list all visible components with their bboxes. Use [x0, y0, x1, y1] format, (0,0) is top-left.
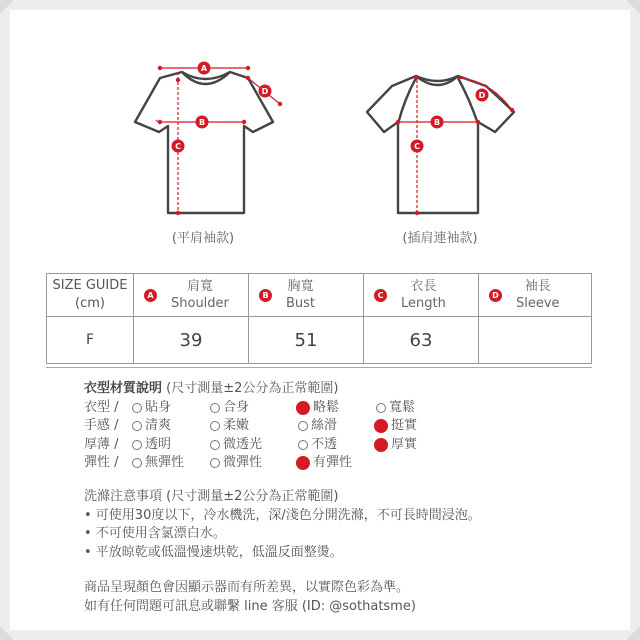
garment-diagrams: [0, 0, 640, 260]
svg-text:C: C: [175, 142, 181, 151]
material-option-label: 貼身: [145, 399, 172, 415]
wash-item: • 不可使用含氯漂白水。: [84, 526, 226, 541]
size-guide-header: [47, 274, 134, 317]
right-marker-c: [411, 140, 424, 153]
material-option-label: 略鬆: [313, 399, 340, 415]
section-divider: [46, 367, 592, 368]
material-section: [84, 380, 418, 473]
badge-d: D: [489, 289, 502, 302]
circle-icon: [298, 440, 308, 450]
header-sleeve-zh: 袖長: [524, 279, 551, 294]
value-bust: 51: [249, 317, 364, 364]
material-option: [374, 436, 417, 455]
size-table-header-row: [47, 274, 592, 317]
circle-icon: [132, 421, 142, 431]
raglan-sleeve-tee-diagram: [367, 76, 514, 213]
material-option: [298, 417, 337, 436]
badge-c: C: [374, 289, 387, 302]
circle-icon: [210, 440, 220, 450]
svg-text:B: B: [198, 118, 206, 127]
svg-text:B: B: [433, 118, 441, 127]
header-length-en: Length: [401, 296, 446, 311]
selected-circle-icon: [374, 438, 388, 452]
material-row-label: 手感 /: [84, 418, 119, 433]
material-title-line: [84, 380, 338, 399]
header-bust-en: Bust: [286, 296, 316, 311]
material-option: [376, 399, 415, 418]
material-option: [296, 454, 352, 473]
wash-item: • 平放晾乾或低溫慢速烘乾，低溫反面整燙。: [84, 544, 343, 560]
circle-icon: [298, 421, 308, 431]
header-sleeve: [479, 274, 592, 317]
svg-text:D: D: [478, 91, 486, 100]
right-marker-b: [431, 116, 444, 129]
size-guide-title: SIZE GUIDE: [52, 278, 128, 293]
circle-icon: [132, 440, 142, 450]
caption-raglan-sleeve: (插肩連袖款): [402, 231, 478, 246]
material-row: [84, 417, 418, 436]
color-disclaimer: 商品呈現顏色會因顯示器而有所差異，以實際色彩為準。: [84, 580, 410, 595]
material-option: [210, 454, 262, 473]
notes-section: [84, 578, 416, 616]
wash-title-line: [84, 488, 481, 507]
selected-circle-icon: [296, 401, 310, 415]
header-shoulder-en: Shoulder: [171, 296, 229, 311]
material-option-label: 無彈性: [145, 455, 185, 470]
material-option-label: 厚實: [391, 436, 418, 452]
material-subtitle: (尺寸測量±2公分為正常範圍): [166, 381, 339, 396]
left-marker-a: [198, 62, 211, 75]
svg-text:D: D: [261, 87, 269, 96]
material-option: [132, 454, 184, 473]
material-option: [374, 417, 417, 436]
header-sleeve-en: Sleeve: [516, 296, 560, 311]
material-option-label: 有彈性: [313, 455, 353, 470]
header-length-zh: 衣長: [410, 279, 437, 294]
wash-item: • 可使用30度以下，冷水機洗，深/淺色分開洗滌，不可長時間浸泡。: [84, 507, 481, 523]
material-option-label: 挺實: [391, 418, 418, 433]
header-shoulder-zh: 肩寬: [186, 279, 213, 294]
material-option: [210, 417, 249, 436]
material-option-label: 微彈性: [223, 455, 263, 470]
value-length: 63: [364, 317, 479, 364]
selected-circle-icon: [296, 456, 310, 470]
material-rows: [84, 399, 418, 473]
wash-section: [84, 488, 481, 562]
material-row-label: 厚薄 /: [84, 436, 119, 452]
circle-icon: [132, 403, 142, 413]
value-sleeve: [479, 317, 592, 364]
header-bust: [249, 274, 364, 317]
material-option: [298, 436, 337, 455]
circle-icon: [210, 421, 220, 431]
circle-icon: [210, 403, 220, 413]
wash-title: 洗滌注意事項: [84, 489, 163, 504]
material-option: [210, 399, 249, 418]
value-shoulder: 39: [134, 317, 249, 364]
left-marker-c: [172, 140, 185, 153]
header-length: [364, 274, 479, 317]
size-table: [46, 273, 592, 364]
set-in-sleeve-tee-diagram: [135, 72, 273, 213]
wash-subtitle: (尺寸測量±2公分為正常範圍): [166, 489, 339, 504]
badge-b: B: [259, 289, 272, 302]
selected-circle-icon: [374, 419, 388, 433]
badge-a: A: [144, 289, 157, 302]
material-title: 衣型材質說明: [84, 381, 163, 396]
material-row: [84, 454, 353, 473]
header-shoulder: [134, 274, 249, 317]
size-label: F: [47, 317, 134, 364]
left-marker-d: [259, 85, 272, 98]
material-option: [132, 399, 171, 418]
svg-text:A: A: [200, 64, 208, 73]
right-marker-d: [476, 89, 489, 102]
contact-note: 如有任何問題可訊息或聯繫 line 客服 (ID: @sothatsme): [84, 599, 416, 614]
material-option-label: 不透: [311, 436, 338, 452]
material-option: [132, 436, 171, 455]
material-option-label: 合身: [223, 399, 250, 415]
size-guide-unit: (cm): [75, 296, 105, 311]
material-option-label: 柔嫩: [223, 418, 250, 433]
material-row: [84, 399, 416, 418]
material-option-label: 絲滑: [311, 418, 338, 433]
material-option-label: 透明: [145, 436, 172, 452]
header-bust-zh: 胸寬: [287, 279, 314, 294]
circle-icon: [132, 458, 142, 468]
material-row-label: 衣型 /: [84, 399, 119, 415]
size-table-row: [47, 317, 592, 364]
material-option: [210, 436, 262, 455]
caption-set-in-sleeve: (平肩袖款): [171, 231, 235, 246]
material-option-label: 微透光: [223, 436, 263, 452]
material-option: [296, 399, 339, 418]
left-marker-b: [196, 116, 209, 129]
circle-icon: [210, 458, 220, 468]
circle-icon: [376, 403, 386, 413]
material-row-label: 彈性 /: [84, 455, 119, 470]
material-option-label: 清爽: [145, 418, 172, 433]
material-row: [84, 436, 418, 455]
material-option-label: 寬鬆: [389, 399, 416, 415]
material-option: [132, 417, 171, 436]
svg-text:C: C: [414, 142, 420, 151]
